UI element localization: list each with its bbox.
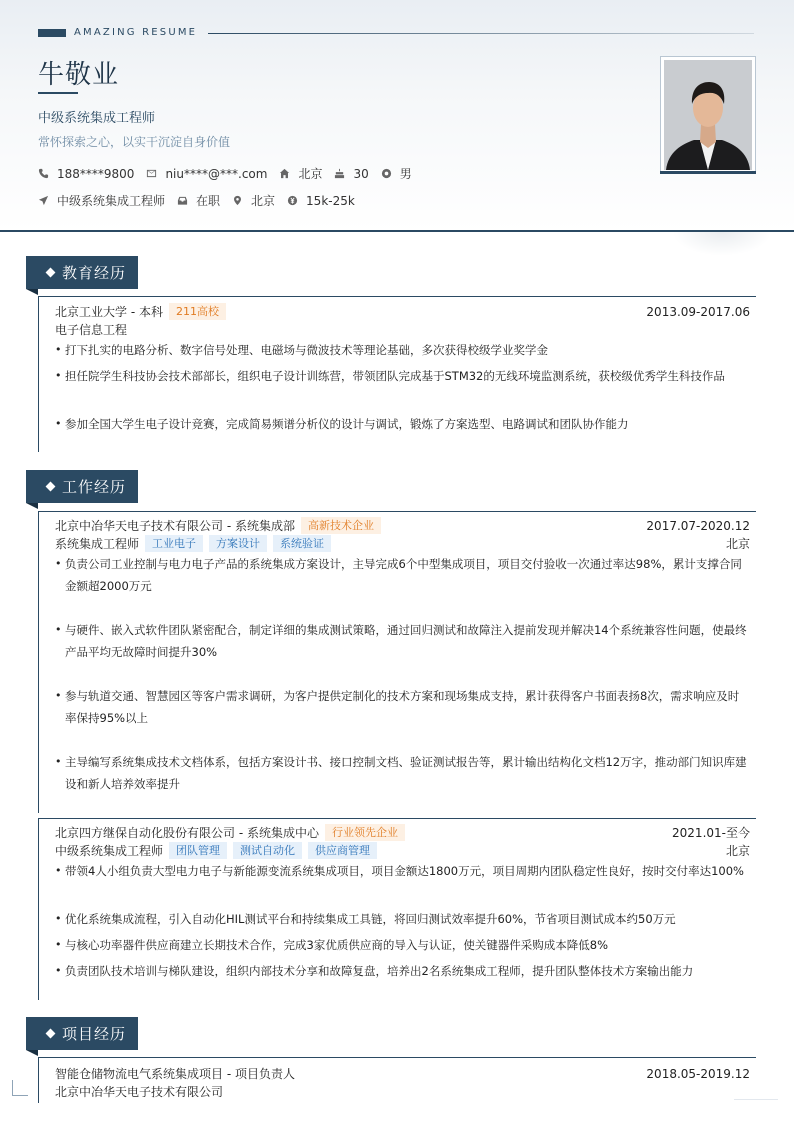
contact-row-1 xyxy=(38,165,424,182)
work-role-row xyxy=(55,535,750,552)
work-bullet xyxy=(55,908,750,930)
bullet-dot: • xyxy=(55,912,62,925)
work-role: 系统集成工程师 xyxy=(55,537,140,551)
profile-photo xyxy=(660,56,756,174)
phone-icon xyxy=(38,168,49,179)
bullet-text: 优化系统集成流程，引入自动化HIL测试平台和持续集成工具链，将回归测试效率提升60%，节省项目测试成本约50万元 xyxy=(65,912,676,926)
salary-icon xyxy=(287,195,298,206)
work-company-row xyxy=(55,517,750,534)
bullet-dot: • xyxy=(55,557,62,570)
project-company: 北京中冶华天电子技术有限公司 xyxy=(55,1085,224,1099)
bullet-text: 打下扎实的电路分析、数字信号处理、电磁场与微波技术等理论基础，多次获得校级学业奖学金 xyxy=(65,343,548,357)
work-bullet xyxy=(55,751,750,795)
page-corner-mark xyxy=(12,1080,28,1096)
bullet-dot: • xyxy=(55,369,62,382)
work-bullet xyxy=(55,934,750,956)
bullet-text: 负责公司工业控制与电力电子产品的系统集成方案设计，主导完成6个中型集成项目，项目交付验收一次通过率达98%，累计支撑合同金额超2000万元 xyxy=(65,557,742,593)
education-major-row xyxy=(55,321,750,338)
work-company: 北京中冶华天电子技术有限公司 - 系统集成部 xyxy=(55,519,295,533)
bullet-dot: • xyxy=(55,689,62,702)
education-major: 电子信息工程 xyxy=(55,323,128,337)
work-bullet xyxy=(55,860,750,882)
gender-icon xyxy=(381,168,392,179)
heading-fold xyxy=(26,503,38,509)
bullet-text: 参加全国大学生电子设计竞赛，完成简易频谱分析仪的设计与调试，锻炼了方案选型、电路调试和团队协作能力 xyxy=(65,417,629,431)
work-badge: 行业领先企业 xyxy=(325,824,405,841)
bullet-dot: • xyxy=(55,964,62,977)
tagline: AMAZING RESUME xyxy=(74,27,198,38)
bullet-text: 主导编写系统集成技术文档体系，包括方案设计书、接口控制文档、验证测试报告等，累计输出结构化文档12万字，推动部门知识库建设和新人培养效率提升 xyxy=(65,755,747,791)
work-role: 中级系统集成工程师 xyxy=(55,844,164,858)
job-status xyxy=(177,192,220,209)
work-bullet xyxy=(55,685,750,729)
photo-accent xyxy=(660,171,756,174)
work-location: 北京 xyxy=(725,844,750,858)
bullet-dot: • xyxy=(55,623,62,636)
mail-icon xyxy=(146,168,157,179)
location-pin-icon xyxy=(232,195,243,206)
contact-email-text: niu****@***.com xyxy=(165,166,268,181)
contact-row-2 xyxy=(38,192,367,209)
project-title: 智能仓储物流电气系统集成项目 - 项目负责人 xyxy=(55,1067,295,1081)
work-period: 2017.07-2020.12 xyxy=(646,518,750,533)
heading-fold xyxy=(26,289,38,295)
bullet-text: 带领4人小组负责大型电力电子与新能源变流系统集成项目，项目金额达1800万元，项目周期内团队稳定性良好，按时交付率达100% xyxy=(65,864,744,878)
contact-phone-text: 188****9800 xyxy=(57,166,135,181)
skill-tag: 测试自动化 xyxy=(233,842,302,859)
skill-tag: 方案设计 xyxy=(209,535,267,552)
section-projects-title: 项目经历 xyxy=(62,1025,127,1043)
job-title: 中级系统集成工程师 xyxy=(38,111,156,126)
contact-email xyxy=(146,167,267,181)
send-icon xyxy=(38,195,49,206)
diamond-icon xyxy=(46,1029,56,1039)
bullet-dot: • xyxy=(55,343,62,356)
header-shadow xyxy=(672,232,772,256)
education-school: 北京工业大学 - 本科 xyxy=(55,305,163,319)
education-period: 2013.09-2017.06 xyxy=(646,304,750,319)
cake-icon xyxy=(334,168,345,179)
contact-city-text: 北京 xyxy=(298,167,323,181)
work-company: 北京四方继保自动化股份有限公司 - 系统集成中心 xyxy=(55,826,319,840)
contact-gender xyxy=(381,165,412,182)
target-position xyxy=(38,192,165,209)
tagline-bar xyxy=(38,29,66,37)
bullet-text: 与硬件、嵌入式软件团队紧密配合，制定详细的集成测试策略，通过回归测试和故障注入提前发现并解决14个系统兼容性问题，使最终产品平均无故障时间提升30% xyxy=(65,623,747,659)
skill-tag: 系统验证 xyxy=(273,535,331,552)
heading-fold xyxy=(26,1050,38,1056)
bullet-text: 担任院学生科技协会技术部部长，组织电子设计训练营，带领团队完成基于STM32的无线环境监测系统，获校级优秀学生科技作品 xyxy=(65,369,725,383)
education-badge: 211高校 xyxy=(169,303,226,320)
education-bullet xyxy=(55,339,750,361)
contact-phone xyxy=(38,167,134,181)
page-tail-line xyxy=(734,1099,778,1100)
bullet-text: 负责团队技术培训与梯队建设，组织内部技术分享和故障复盘，培养出2名系统集成工程师，提升团队整体技术方案输出能力 xyxy=(65,964,694,978)
section-education-title: 教育经历 xyxy=(62,264,127,282)
expected-salary xyxy=(287,194,355,208)
work-period: 2021.01-至今 xyxy=(672,826,750,840)
bullet-text: 参与轨道交通、智慧园区等客户需求调研，为客户提供定制化的技术方案和现场集成支持，累计获得客户书面表扬8次，需求响应及时率保持95%以上 xyxy=(65,689,740,725)
education-school-row xyxy=(55,303,750,320)
project-period: 2018.05-2019.12 xyxy=(646,1066,750,1081)
skill-tag: 工业电子 xyxy=(145,535,203,552)
motto: 常怀探索之心，以实干沉淀自身价值 xyxy=(38,135,231,149)
bullet-dot: • xyxy=(55,755,62,768)
portrait-image xyxy=(664,60,752,170)
project-title-row xyxy=(55,1065,750,1082)
contact-city xyxy=(279,165,322,182)
education-bullet xyxy=(55,365,750,387)
education-bullet xyxy=(55,413,750,435)
section-projects-heading xyxy=(26,1017,138,1050)
tagline-rule xyxy=(208,33,754,34)
work-location: 北京 xyxy=(725,537,750,551)
inbox-icon xyxy=(177,195,188,206)
section-work-heading xyxy=(26,470,138,503)
contact-age xyxy=(334,167,368,181)
diamond-icon xyxy=(46,268,56,278)
work-bullet xyxy=(55,960,750,982)
candidate-name: 牛敬业 xyxy=(38,60,120,90)
name-underline xyxy=(38,92,78,94)
work-bullet xyxy=(55,619,750,663)
contact-gender-text: 男 xyxy=(399,167,412,181)
target-city xyxy=(232,192,275,209)
section-education-heading xyxy=(26,256,138,289)
bullet-dot: • xyxy=(55,417,62,430)
target-city-text: 北京 xyxy=(251,194,276,208)
work-bullet xyxy=(55,553,750,597)
skill-tag: 供应商管理 xyxy=(308,842,377,859)
work-company-row xyxy=(55,824,750,841)
expected-salary-text: 15k-25k xyxy=(306,193,355,208)
job-status-text: 在职 xyxy=(196,194,221,208)
bullet-dot: • xyxy=(55,864,62,877)
bullet-dot: • xyxy=(55,938,62,951)
target-position-text: 中级系统集成工程师 xyxy=(57,194,166,208)
bullet-text: 与核心功率器件供应商建立长期技术合作，完成3家优质供应商的导入与认证，使关键器件采购成本降低8% xyxy=(65,938,609,952)
project-company-row xyxy=(55,1083,750,1100)
home-icon xyxy=(279,168,290,179)
work-badge: 高新技术企业 xyxy=(301,517,381,534)
work-role-row xyxy=(55,842,750,859)
diamond-icon xyxy=(46,482,56,492)
section-work-title: 工作经历 xyxy=(62,478,127,496)
contact-age-text: 30 xyxy=(353,166,369,181)
skill-tag: 团队管理 xyxy=(169,842,227,859)
